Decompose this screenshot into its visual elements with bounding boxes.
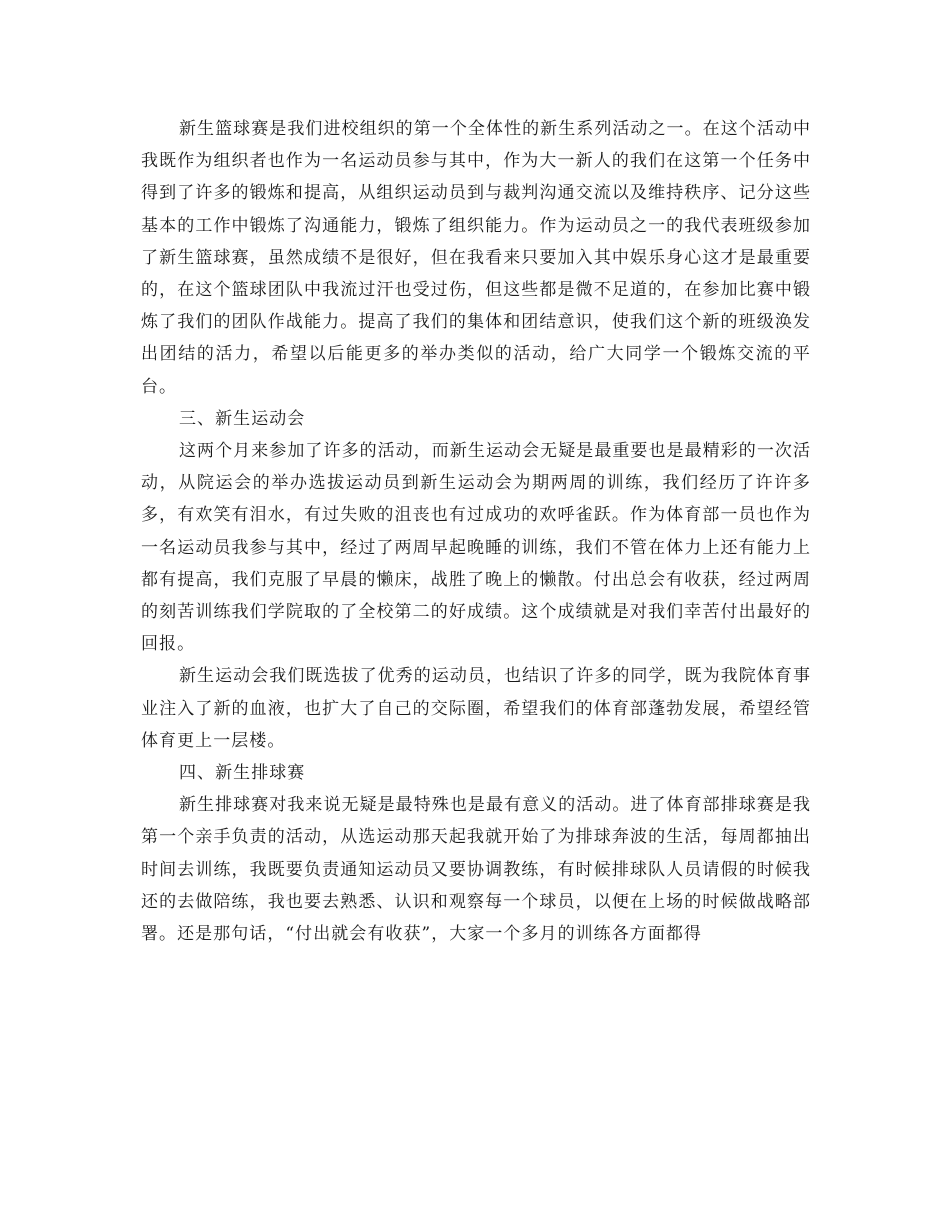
paragraph-sports-meet-summary: 新生运动会我们既选拔了优秀的运动员，也结识了许多的同学，既为我院体育事业注入了新的血液，也扩大了自己的交际圈，希望我们的体育部蓬勃发展，希望经管体育更上一层楼。 (141, 666, 811, 751)
section-heading-sports-meet: 三、新生运动会 (179, 408, 306, 429)
paragraph-basketball: 新生篮球赛是我们进校组织的第一个全体性的新生系列活动之一。在这个活动中我既作为组织者也作为一名运动员参与其中，作为大一新人的我们在这第一个任务中得到了许多的锻炼和提高，从组织运动员到与裁判沟通交流以及维持秩序、记分这些基本的工作中锻炼了沟通能力，锻炼了组织能力。作为运动员之一的我代表班级参加了新生篮球赛，虽然成绩不是很好，但在我看来只要加入其中娱乐身心这才是最重要的，在这个篮球团队中我流过汗也受过伤，但这些都是微不足道的，在参加比赛中锻炼了我们的团队作战能力。提高了我们的集体和团结意识，使我们这个新的班级涣发出团结的活力，希望以后能更多的举办类似的活动，给广大同学一个锻炼交流的平台。 (141, 119, 811, 397)
document-body (141, 113, 811, 950)
paragraph-volleyball: 新生排球赛对我来说无疑是最特殊也是最有意义的活动。进了体育部排球赛是我第一个亲手负责的活动，从选运动那天起我就开始了为排球奔波的生活，每周都抽出时间去训练，我既要负责通知运动员又要协调教练，有时候排球队人员请假的时候我还的去做陪练，我也要去熟悉、认识和观察每一个球员，以便在上场的时候做战略部署。还是那句话，“付出就会有收获”，大家一个多月的训练各方面都得 (141, 795, 811, 945)
section-heading-volleyball: 四、新生排球赛 (179, 763, 306, 784)
paragraph-sports-meet: 这两个月来参加了许多的活动，而新生运动会无疑是最重要也是最精彩的一次活动，从院运会的举办选拔运动员到新生运动会为期两周的训练，我们经历了许许多多，有欢笑有泪水，有过失败的沮丧也有过成功的欢呼雀跃。作为体育部一员也作为一名运动员我参与其中，经过了两周早起晚睡的训练，我们不管在体力上还有能力上都有提高，我们克服了早晨的懒床，战胜了晚上的懒散。付出总会有收获，经过两周的刻苦训练我们学院取的了全校第二的好成绩。这个成绩就是对我们幸苦付出最好的回报。 (141, 441, 811, 655)
